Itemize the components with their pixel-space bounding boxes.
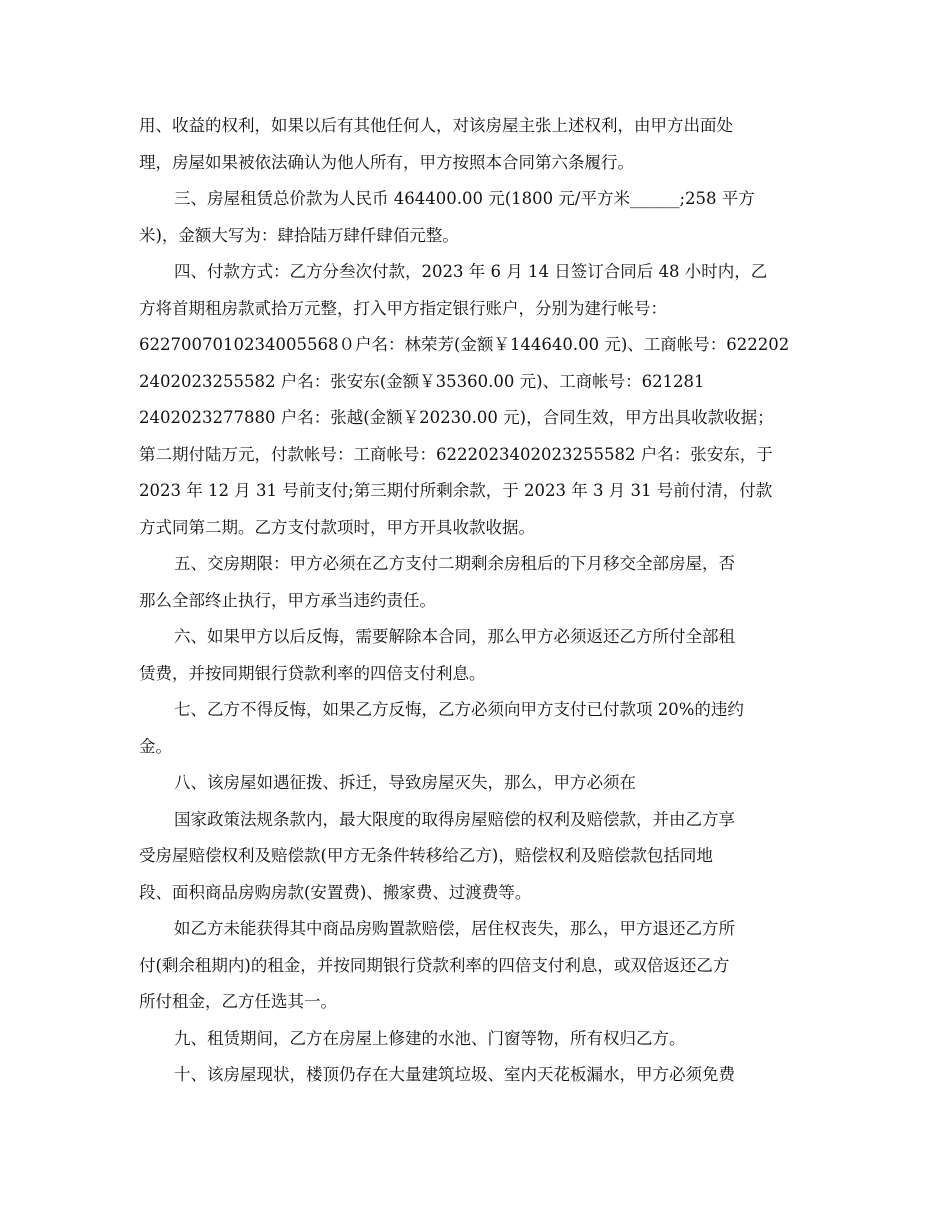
clause-nine-line: 九、租赁期间，乙方在房屋上修建的水池、门窗等物，所有权归乙方。	[174, 1028, 686, 1048]
text-line: 2402023255582 户名：张安东(金额￥35360.00 元)、工商帐号：621281	[139, 371, 705, 391]
text-line: 理，房屋如果被依法确认为他人所有，甲方按照本合同第六条履行。	[139, 152, 634, 172]
text-line: 2402023277880 户名：张越(金额￥20230.00 元)，合同生效，甲方出具收款收据；	[139, 408, 774, 427]
text-line: 赁费，并按同期银行贷款利率的四倍支付利息。	[139, 663, 486, 683]
text-line: 付(剩余租期内)的租金，并按同期银行贷款利率的四倍支付利息，或双倍返还乙方	[139, 955, 730, 975]
text-line: 所付租金，乙方任选其一。	[139, 992, 337, 1011]
text-line: 那么全部终止执行，甲方承当违约责任。	[139, 590, 436, 610]
text-line: 第二期付陆万元，付款帐号：工商帐号：6222023402023255582 户名：张安东，于	[139, 444, 773, 464]
clause-five-line: 五、交房期限：甲方必须在乙方支付二期剩余房租后的下月移交全部房屋，否	[174, 554, 735, 573]
text-line: 方式同第二期。乙方支付款项时，甲方开具收款收据。	[139, 517, 535, 537]
text-line: 方将首期租房款贰拾万元整，打入甲方指定银行账户，分别为建行帐号：	[139, 298, 667, 318]
text-line: 用、收益的权利，如果以后有其他任何人，对该房屋主张上述权利，由甲方出面处	[139, 116, 733, 135]
text-line: 受房屋赔偿权利及赔偿款(甲方无条件转移给乙方)，赔偿权利及赔偿款包括同地	[139, 846, 713, 865]
clause-six-line: 六、如果甲方以后反悔，需要解除本合同，那么甲方必须返还乙方所付全部租	[174, 627, 735, 646]
clause-three-line: 三、房屋租赁总价款为人民币 464400.00 元(1800 元/平方米______;258 平方	[174, 189, 755, 208]
contract-body	[139, 112, 815, 1098]
clause-four-line: 四、付款方式：乙方分叁次付款，2023 年 6 月 14 日签订合同后 48 小时内，乙	[174, 262, 768, 281]
text-line: 国家政策法规条款内，最大限度的取得房屋赔偿的权利及赔偿款，并由乙方享	[174, 809, 735, 829]
text-line: 段、面积商品房购房款(安置费)、搬家费、过渡费等。	[139, 882, 532, 902]
text-line: 如乙方未能获得其中商品房购置款赔偿，居住权丧失，那么，甲方退还乙方所	[174, 919, 735, 938]
text-line: 2023 年 12 月 31 号前支付;第三期付所剩余款，于 2023 年 3 月 31 号前付清，付款	[139, 481, 773, 500]
text-line: 6227007010234005568０户名：林荣芳(金额￥144640.00 元)、工商帐号：622202	[139, 335, 790, 354]
text-line: 米)，金额大写为：肆拾陆万肆仟肆佰元整。	[139, 225, 459, 245]
text-line: 金。	[139, 736, 172, 756]
clause-seven-line: 七、乙方不得反悔，如果乙方反悔，乙方必须向甲方支付已付款项 20%的违约	[174, 700, 744, 719]
clause-ten-line: 十、该房屋现状，楼顶仍存在大量建筑垃圾、室内天花板漏水，甲方必须免费	[174, 1065, 735, 1084]
clause-eight-line: 八、该房屋如遇征拨、拆迁，导致房屋灭失，那么，甲方必须在	[174, 773, 636, 792]
